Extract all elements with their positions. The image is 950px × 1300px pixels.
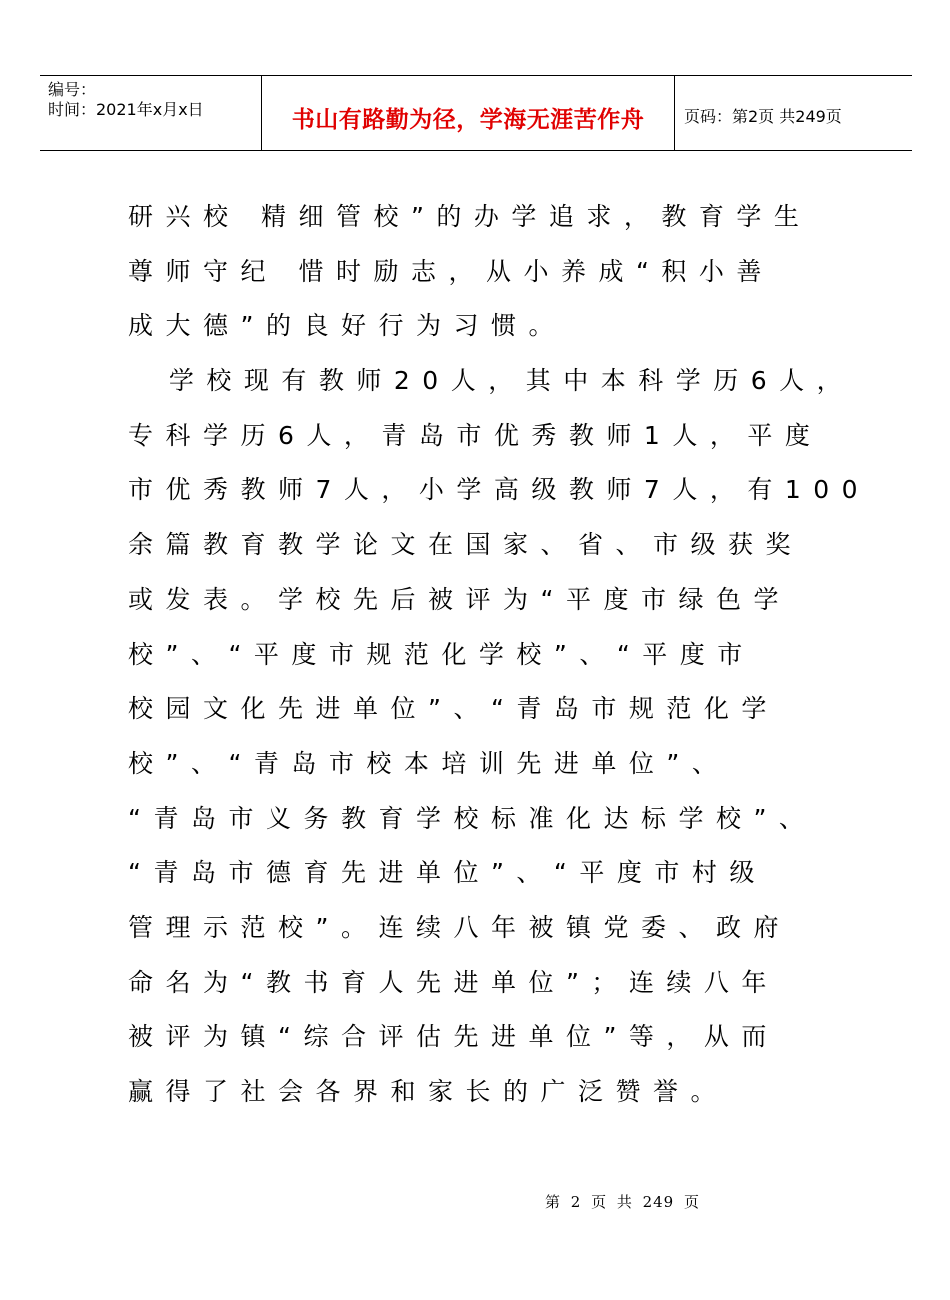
footer-page-number: 第 2 页 共 249 页 [544,1193,700,1211]
body-line: “青岛市义务教育学校标准化达标学校”、 [128,803,817,833]
body-line: 校”、“青岛市校本培训先进单位”、 [128,748,730,778]
header-bottom-rule [40,150,912,151]
body-text [128,190,871,1120]
body-line: 专科学历6人，青岛市优秀教师1人，平度 [128,420,823,450]
header-number-label: 编号： [48,80,97,99]
body-line: 余篇教育教学论文在国家、省、市级获奖 [128,530,804,560]
body-line: “青岛市德育先进单位”、“平度市村级 [128,858,767,888]
body-line: 尊师守纪 惜时励志，从小养成“积小善 [128,256,774,286]
body-line: 市优秀教师7人，小学高级教师7人，有100 [128,475,871,505]
body-line: 研兴校 精细管校”的办学追求，教育学生 [128,202,812,231]
body-line: 命名为“教书育人先进单位”；连续八年 [128,967,779,997]
header-divider-right [674,75,675,150]
header-info [48,80,204,120]
body-line: 或发表。学校先后被评为“平度市绿色学 [128,584,791,614]
body-line: 被评为镇“综合评估先进单位”等，从而 [128,1022,779,1052]
header-motto: 书山有路勤为径，学海无涯苦作舟 [291,107,645,133]
body-line: 校”、“平度市规范化学校”、“平度市 [128,639,755,669]
body-line: 成大德”的良好行为习惯。 [128,311,566,341]
body-line: 校园文化先进单位”、“青岛市规范化学 [128,694,779,724]
header-page-label: 页码：第2页 共249页 [684,107,842,126]
body-line: 赢得了社会各界和家长的广泛赞誉。 [128,1077,729,1106]
header-top-rule [40,75,912,76]
body-line: 学校现有教师20人，其中本科学历6人， [128,366,855,396]
header-time-label: 时间：2021年x月x日 [48,100,204,119]
body-line: 管理示范校”。连续八年被镇党委、政府 [128,912,791,942]
